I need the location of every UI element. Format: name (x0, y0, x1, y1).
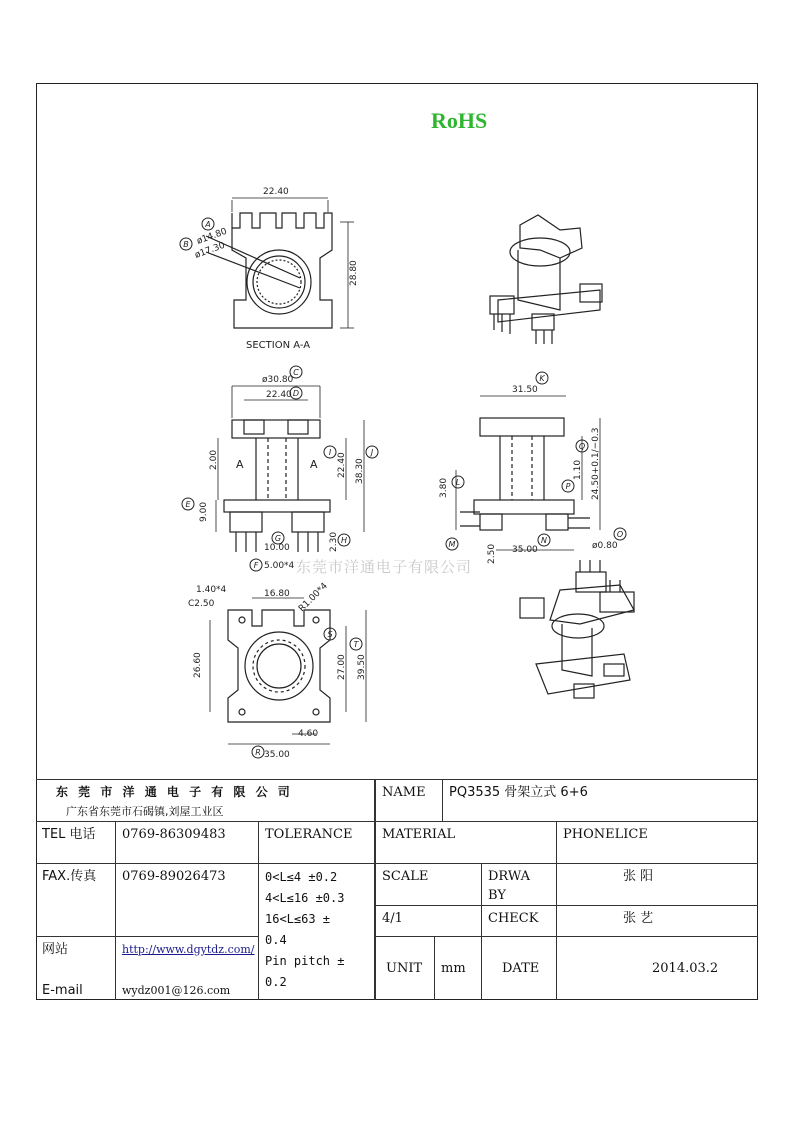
balloon-a (202, 218, 214, 230)
section-label: SECTION A-A (246, 340, 311, 351)
balloon-b (180, 238, 192, 250)
tolerance-values (259, 864, 375, 1000)
tol-line-4: 0.4 (265, 933, 287, 947)
svg-text:E: E (185, 500, 191, 509)
balloon-m (446, 538, 458, 550)
svg-text:A: A (205, 220, 211, 229)
balloon-d (290, 387, 302, 399)
web-email-labels (36, 937, 116, 1000)
balloon-o (614, 528, 626, 540)
section-mark-left: A (236, 458, 244, 471)
fax-label: FAX.传真 (36, 864, 116, 937)
dim-39-50: 39.50 (357, 654, 367, 680)
dim-22-40-mid: 22.40 (266, 390, 292, 400)
material-label: MATERIAL (375, 822, 557, 864)
date-value: 2014.03.2 (652, 961, 719, 976)
watermark: 东莞市洋通电子有限公司 (296, 558, 473, 576)
web-label: 网站 (42, 942, 69, 957)
svg-text:O: O (616, 530, 624, 539)
svg-text:T: T (353, 640, 359, 649)
balloon-i (324, 446, 336, 458)
web-email-values (116, 937, 259, 1000)
check-label: CHECK (482, 906, 557, 937)
dim-10-00: 10.00 (264, 543, 290, 553)
company-address: 广东省东莞市石碣镇,刘屋工业区 (66, 805, 224, 818)
dim-31-50: 31.50 (512, 385, 538, 395)
balloon-f (250, 559, 262, 571)
svg-text:P: P (565, 482, 571, 491)
dim-16-80: 16.80 (264, 589, 290, 599)
dim-c2-50: C2.50 (188, 599, 215, 609)
balloon-s (324, 628, 336, 640)
dim-2-50: 2.50 (487, 543, 497, 564)
dim-dia-30-80: ø30.80 (262, 375, 294, 385)
name-label: NAME (375, 779, 443, 822)
drwaby-label: DRWA BY (482, 864, 557, 906)
dim-38-30: 38.30 (355, 458, 365, 484)
company-cell (36, 779, 375, 822)
tel-label: TEL 电话 (36, 822, 116, 864)
dim-5-00x4: 5.00*4 (264, 561, 295, 571)
iso-view-bottom (520, 560, 634, 698)
tol-line-2: 4<L≤16 ±0.3 (265, 891, 345, 905)
svg-text:S: S (327, 630, 333, 639)
dim-24-50: 24.50+0.1/−0.3 (591, 427, 601, 500)
balloon-l (452, 476, 464, 488)
svg-text:R: R (255, 748, 261, 757)
dim-1-40x4: 1.40*4 (196, 585, 227, 595)
company-name: 东 莞 市 洋 通 电 子 有 限 公 司 (56, 785, 293, 799)
dim-22-40-top: 22.40 (263, 187, 289, 197)
dim-35-00-side: 35.00 (512, 545, 538, 555)
drwaby-value: 张 阳 (557, 864, 758, 906)
iso-view-top (490, 215, 602, 344)
dim-dia-17-30: ø17.30 (193, 240, 227, 261)
dim-3-80: 3.80 (439, 477, 449, 498)
tol-line-3: 16<L≤63 ± (265, 912, 331, 926)
email-label: E-mail (42, 983, 83, 998)
dim-28-80: 28.80 (349, 260, 359, 286)
scale-label: SCALE (375, 864, 482, 906)
svg-text:F: F (253, 561, 259, 570)
dim-dia-14-80: ø14.80 (195, 226, 229, 247)
balloon-q (576, 440, 588, 452)
dim-22-40-vertical: 22.40 (337, 452, 347, 478)
svg-text:Q: Q (578, 442, 586, 451)
date-label: DATE (482, 937, 557, 1000)
section-mark-right: A (310, 458, 318, 471)
scale-value: 4/1 (375, 906, 482, 937)
dim-r1-00x4: R1.00*4 (297, 581, 330, 615)
svg-text:D: D (292, 389, 300, 398)
svg-text:B: B (183, 240, 189, 249)
dim-26-60: 26.60 (193, 652, 203, 678)
dim-27-00: 27.00 (337, 654, 347, 680)
balloon-c (290, 366, 302, 378)
dim-9-00: 9.00 (199, 501, 209, 522)
dim-dia-0-80: ø0.80 (592, 541, 618, 551)
svg-text:M: M (448, 540, 456, 549)
dim-4-60: 4.60 (298, 729, 319, 739)
title-block (36, 779, 758, 1000)
svg-text:J: J (370, 448, 374, 457)
tol-line-6: 0.2 (265, 975, 287, 989)
dim-2-30: 2.30 (329, 531, 339, 552)
material-value: PHONELICE (557, 822, 758, 864)
dim-35-00-bottom: 35.00 (264, 750, 290, 760)
svg-text:I: I (328, 448, 332, 457)
balloon-e (182, 498, 194, 510)
email-value: wydz001@126.com (122, 984, 231, 997)
svg-text:G: G (274, 534, 282, 543)
tolerance-label: TOLERANCE (259, 822, 375, 864)
balloon-n (538, 534, 550, 546)
svg-text:C: C (293, 368, 299, 377)
unit-value: mm (435, 937, 482, 1000)
name-value: PQ3535 骨架立式 6+6 (443, 779, 758, 822)
svg-text:N: N (541, 536, 547, 545)
check-value: 张 艺 (557, 906, 758, 937)
tol-line-1: 0<L≤4 ±0.2 (265, 870, 338, 884)
dim-1-10: 1.10 (573, 459, 583, 480)
balloon-t (350, 638, 362, 650)
balloon-p (562, 480, 574, 492)
balloon-g (272, 532, 284, 544)
fax-value: 0769-89026473 (116, 864, 259, 937)
balloon-r (252, 746, 264, 758)
svg-text:L: L (455, 478, 461, 487)
rohs-mark: RoHS (431, 108, 488, 133)
section-view (206, 198, 354, 328)
balloon-j (366, 446, 378, 458)
unit-label: UNIT (375, 937, 435, 1000)
tol-line-5: Pin pitch ± (265, 954, 345, 968)
website-link[interactable]: http://www.dgytdz.com/ (122, 943, 255, 956)
tel-value: 0769-86309483 (116, 822, 259, 864)
svg-text:K: K (539, 374, 545, 383)
dim-2-00: 2.00 (209, 449, 219, 470)
balloon-h (338, 534, 350, 546)
balloon-k (536, 372, 548, 384)
svg-text:H: H (340, 536, 348, 545)
